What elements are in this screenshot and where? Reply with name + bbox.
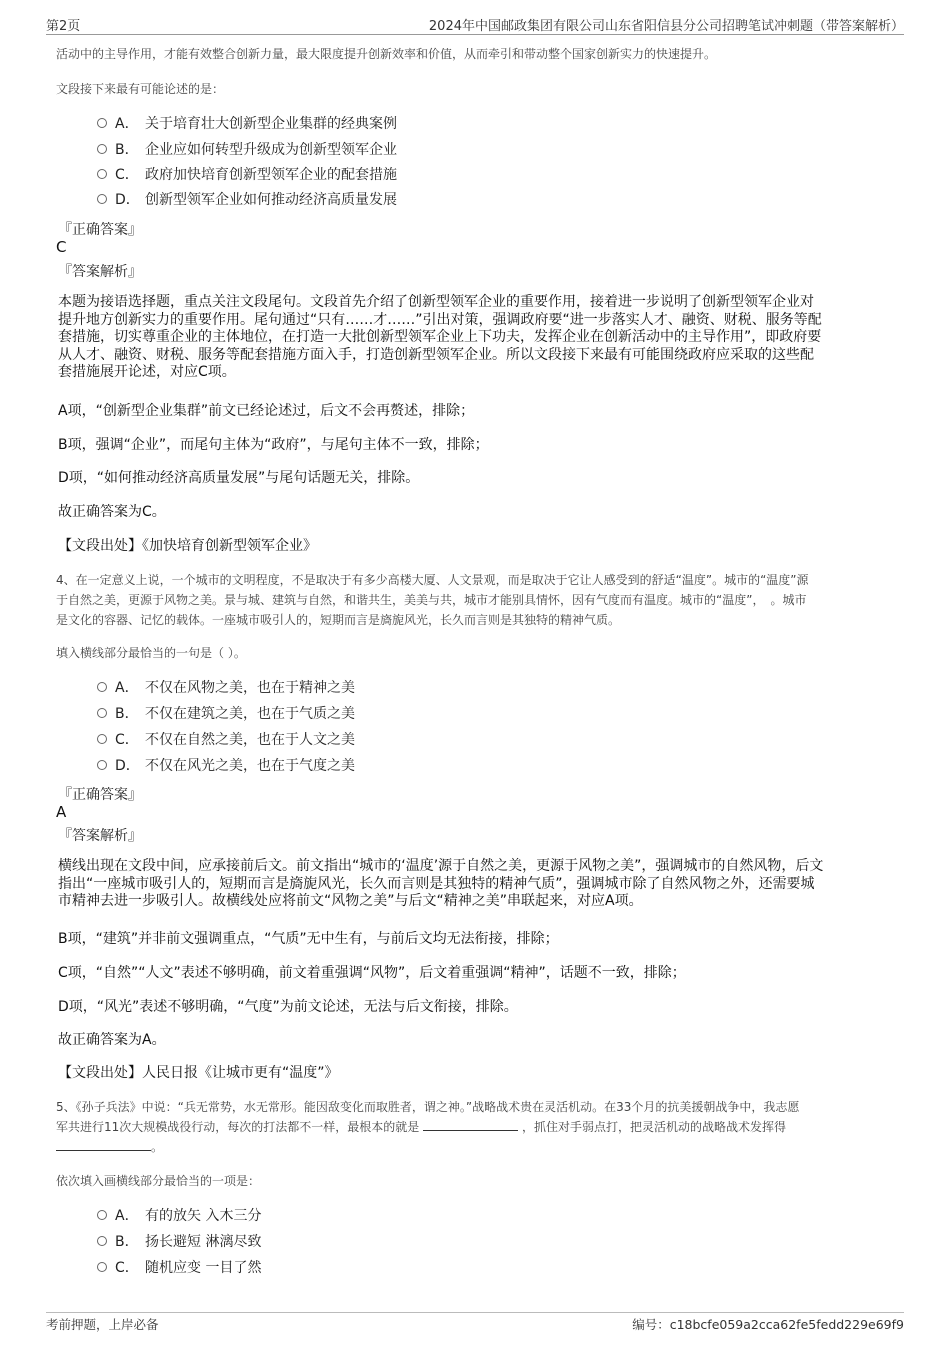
radio-icon[interactable] [97,144,107,154]
q4-option-b[interactable]: B． 不仅在建筑之美，也在于气质之美 [97,704,355,724]
radio-icon[interactable] [97,169,107,179]
radio-icon[interactable] [97,1236,107,1246]
q4-source: 【文段出处】人民日报《让城市更有“温度”》 [58,1065,339,1081]
blank-2 [56,1138,151,1151]
document-id: 编号：c18bcfe059a2cca62fe5fedd229e69f9 [632,1317,904,1332]
q4-note-c: C项，“自然”“人文”表述不够明确，前文着重强调“风物”，后文着重强调“精神”，话题不一致，排除； [58,965,686,981]
q3-passage-tail: 活动中的主导作用，才能有效整合创新力量，最大限度提升创新效率和价值，从而牵引和带动整个国家创新实力的快速提升。 [56,47,717,61]
radio-icon[interactable] [97,734,107,744]
q3-option-c[interactable]: C． 政府加快培育创新型领军企业的配套措施 [97,165,397,185]
q3-note-a: A项，“创新型企业集群”前文已经论述过，后文不会再赘述，排除； [58,403,475,419]
q3-option-d[interactable]: D． 创新型领军企业如何推动经济高质量发展 [97,190,397,210]
page-footer [46,1312,904,1335]
radio-icon[interactable] [97,1210,107,1220]
radio-icon[interactable] [97,1262,107,1272]
q4-analysis: 横线出现在文段中间，应承接前后文。前文指出“城市的‘温度’源于自然之美，更源于风物之美”，强调城市的自然风物，后文 指出“一座城市吸引人的，短期而言是旖旎风光，长久而言则是其独特的精神气质”，强调城市除了自然风物之外，还需要城 市精神去进一步吸引人。故横线处应将前文“风物之美”与后文“精神之美”串联起来，对应A项。 [58,858,824,909]
radio-icon[interactable] [97,118,107,128]
q4-option-c[interactable]: C． 不仅在自然之美，也在于人文之美 [97,730,355,750]
q3-option-b[interactable]: B． 企业应如何转型升级成为创新型领军企业 [97,140,397,160]
q3-note-d: D项，“如何推动经济高质量发展”与尾句话题无关，排除。 [58,470,420,486]
q3-analysis: 本题为接语选择题，重点关注文段尾句。文段首先介绍了创新型领军企业的重要作用，接着进一步说明了创新型领军企业对 提升地方创新实力的重要作用。尾句通过“只有……才……”引出对策，强调政府要“进一步落实人才、融资、财税、服务等配 套措施，切实尊重企业的主体地位，在打造一大批创新型领军企业上下功夫，发挥企业在创新活动中的主导作用”，即政府要 从人才、融资、财税、服务等配套措施方面入手，打造创新型领军企业。所以文段接下来最有可能围绕政府应采取的这些配 套措施展开论述，对应C项。 [58,294,822,380]
radio-icon[interactable] [97,708,107,718]
radio-icon[interactable] [97,682,107,692]
blank-1 [423,1118,518,1131]
q4-answer-label: 『正确答案』 [58,787,142,803]
page-header [46,14,904,35]
q4-passage: 4、在一定意义上说，一个城市的文明程度，不是取决于有多少高楼大厦、人文景观，而是取决于它让人感受到的舒适“温度”。城市的“温度”源 于自然之美，更源于风物之美。景与城、建筑与自然，和谐共生，美美与共，城市才能别具情怀，因有气度而有温度。城市的“温度”， 。城市 是文化的容器、记忆的载体。一座城市吸引人的，短期而言是旖旎风光，长久而言则是其独特的精神气质。 [56,573,809,627]
q5-option-a[interactable]: A． 有的放矢 入木三分 [97,1206,261,1226]
q3-note-b: B项，强调“企业”，而尾句主体为“政府”，与尾句主体不一致，排除； [58,437,489,453]
q3-conclusion: 故正确答案为C。 [58,504,166,520]
q4-answer: A [56,803,67,821]
q4-prompt: 填入横线部分最恰当的一句是（ ）。 [56,646,246,660]
q3-option-a[interactable]: A． 关于培育壮大创新型企业集群的经典案例 [97,114,397,134]
footer-slogan: 考前押题，上岸必备 [46,1317,159,1332]
q4-option-d[interactable]: D． 不仅在风光之美，也在于气度之美 [97,756,355,776]
q3-analysis-label: 『答案解析』 [58,264,142,280]
q5-option-c[interactable]: C． 随机应变 一目了然 [97,1258,261,1278]
radio-icon[interactable] [97,760,107,770]
q3-prompt: 文段接下来最有可能论述的是： [56,82,225,96]
q5-passage: 5、《孙子兵法》中说：“兵无常势，水无常形。能因敌变化而取胜者，谓之神。”战略战术贵在灵活机动。在33个月的抗美援朝战争中，我志愿 军共进行11次大规模战役行动，每次的打法都不一样，最根本的就是 ，抓住对手弱点打，把灵活机动的战略战术发挥得 。 [56,1100,800,1154]
q5-option-b[interactable]: B． 扬长避短 淋漓尽致 [97,1232,261,1252]
radio-icon[interactable] [97,194,107,204]
q3-answer: C [56,238,67,256]
q4-analysis-label: 『答案解析』 [58,828,142,844]
document-title: 2024年中国邮政集团有限公司山东省阳信县分公司招聘笔试冲刺题（带答案解析） [428,19,904,34]
q4-note-b: B项，“建筑”并非前文强调重点，“气质”无中生有，与前后文均无法衔接，排除； [58,931,559,947]
q4-note-d: D项，“风光”表述不够明确，“气度”为前文论述，无法与后文衔接，排除。 [58,999,518,1015]
q5-prompt: 依次填入画横线部分最恰当的一项是： [56,1174,261,1188]
q3-answer-label: 『正确答案』 [58,222,142,238]
page-number: 第2页 [46,19,81,34]
q4-option-a[interactable]: A． 不仅在风物之美，也在于精神之美 [97,678,355,698]
q4-conclusion: 故正确答案为A。 [58,1032,166,1048]
q3-source: 【文段出处】《加快培育创新型领军企业》 [58,538,317,554]
